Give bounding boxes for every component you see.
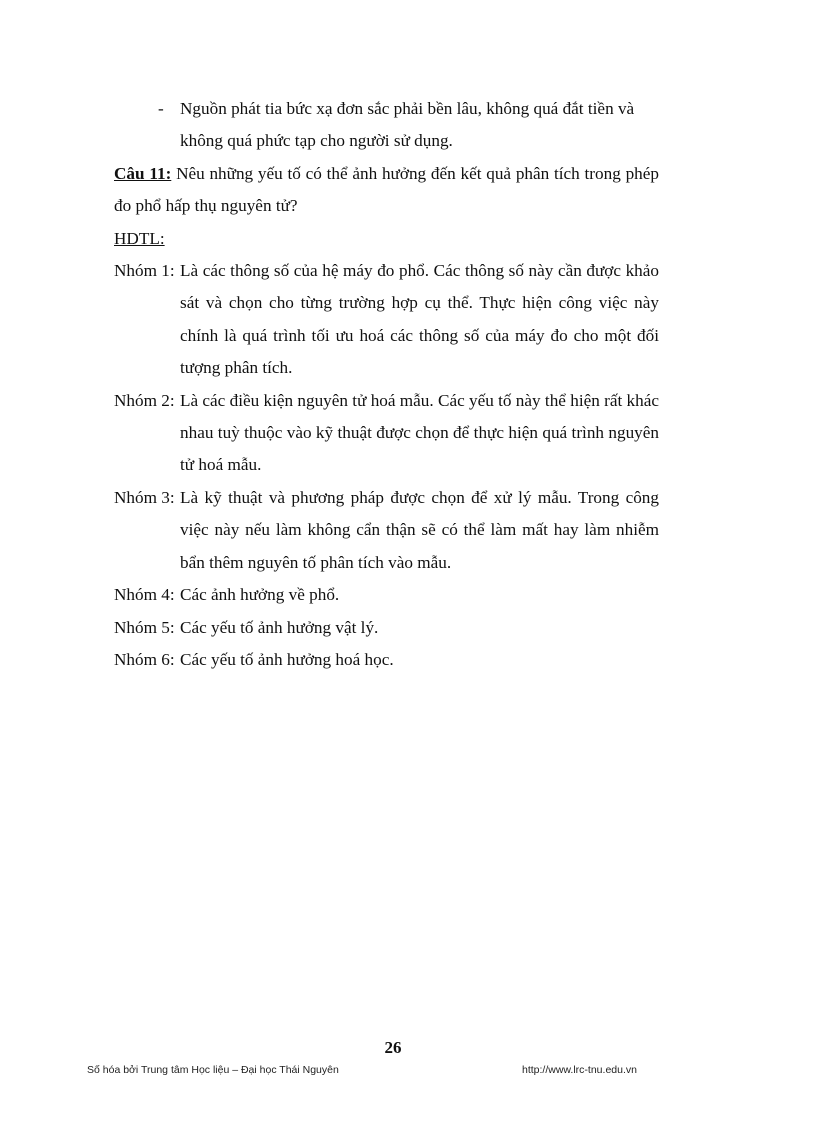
group-label: Nhóm 2:	[114, 390, 175, 410]
group-text: Là các điều kiện nguyên tử hoá mẫu. Các yếu tố này thể hiện rất khác nhau tuỳ thuộc vào kỹ thuật được chọn để thực hiện quá trình nguyên tử hoá mẫu.	[180, 390, 659, 475]
group-4	[114, 579, 659, 611]
bullet-dash: -	[158, 99, 164, 118]
group-1	[114, 255, 659, 385]
group-label: Nhóm 4:	[114, 585, 175, 605]
group-3	[114, 482, 659, 579]
group-5	[114, 612, 659, 644]
group-text: Các yếu tố ảnh hưởng vật lý.	[180, 617, 379, 637]
question-11	[114, 158, 659, 223]
question-text: Nêu những yếu tố có thể ảnh hưởng đến kết quả phân tích trong phép đo phổ hấp thụ nguyên tử?	[114, 163, 659, 216]
bullet-item	[114, 93, 659, 158]
group-2	[114, 385, 659, 482]
group-text: Các ảnh hưởng về phổ.	[180, 585, 340, 605]
footer-credit: Số hóa bởi Trung tâm Học liệu – Đại học Thái Nguyên	[87, 1064, 339, 1076]
group-text: Các yếu tố ảnh hưởng hoá học.	[180, 649, 394, 669]
group-label: Nhóm 6:	[114, 649, 175, 669]
group-label: Nhóm 5:	[114, 617, 175, 637]
page-number: 26	[384, 1038, 402, 1057]
group-6	[114, 644, 659, 676]
bullet-text: Nguồn phát tia bức xạ đơn sắc phải bền lâu, không quá đắt tiền và không quá phức tạp cho người sử dụng.	[180, 99, 635, 151]
group-label: Nhóm 1:	[114, 261, 175, 281]
group-text: Là kỹ thuật và phương pháp được chọn để xử lý mẫu. Trong công việc này nếu làm không cẩn thận sẽ có thể làm mất hay làm nhiễm bẩn thêm nguyên tố phân tích vào mẫu.	[180, 487, 659, 572]
page-body	[114, 93, 659, 676]
footer-url: http://www.lrc-tnu.edu.vn	[522, 1064, 637, 1076]
group-label: Nhóm 3:	[114, 487, 175, 507]
question-label: Câu 11:	[114, 163, 172, 183]
answer-heading: HDTL:	[114, 228, 165, 248]
group-text: Là các thông số của hệ máy đo phổ. Các thông số này cần được khảo sát và chọn cho từng trường hợp cụ thể. Thực hiện công việc này chính là quá trình tối ưu hoá các thông số của máy đo cho một đối tượng phân tích.	[180, 261, 659, 378]
